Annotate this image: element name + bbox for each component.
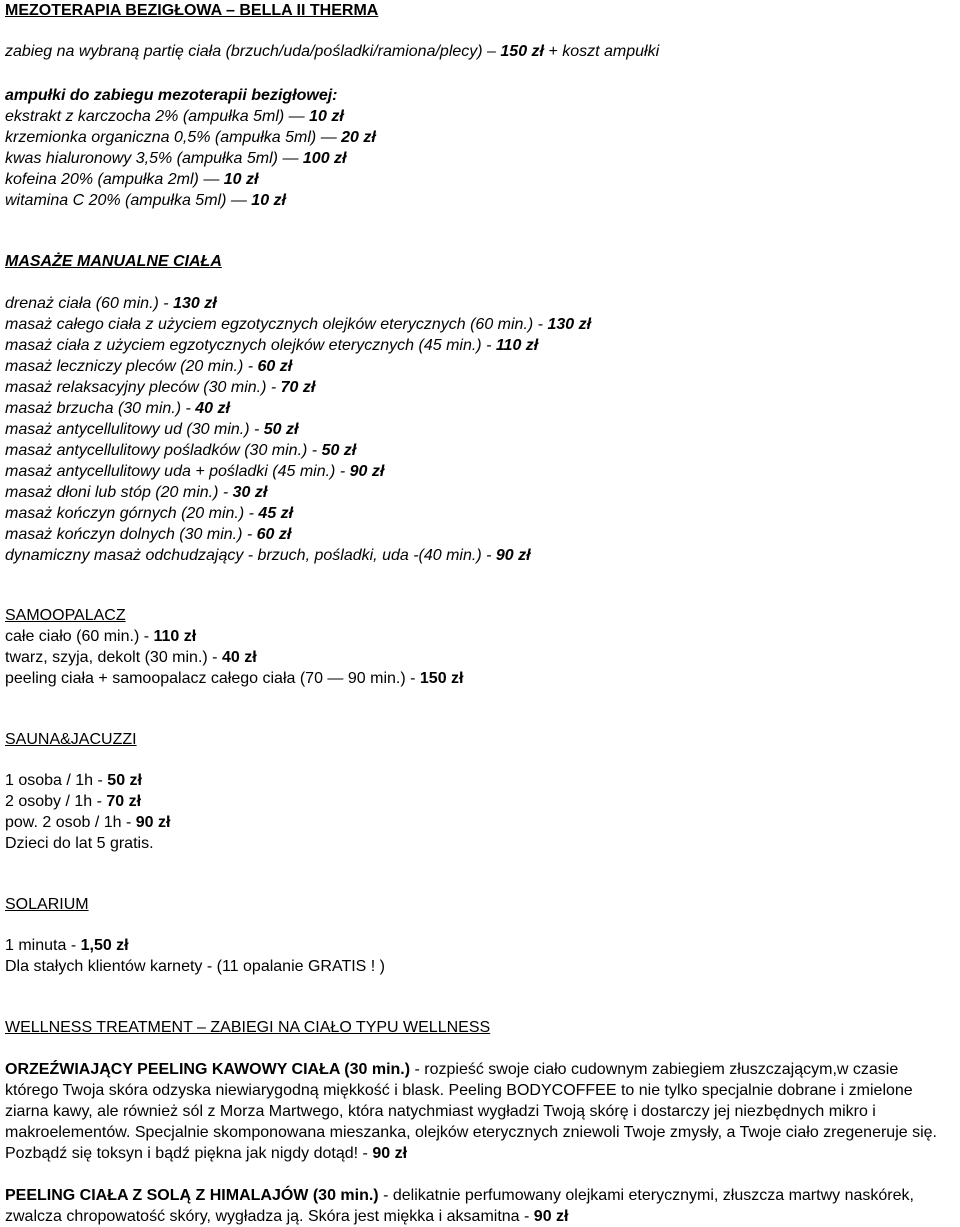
masaz-item	[5, 504, 293, 524]
treatment-name: PEELING CIAŁA Z SOLĄ Z HIMALAJÓW (30 min.)	[5, 1187, 379, 1204]
item-label: masaż kończyn górnych (20 min.) -	[5, 505, 259, 522]
sauna-note: Dzieci do lat 5 gratis.	[5, 835, 154, 852]
item-label: masaż całego ciała z użyciem egzotycznych olejków eterycznych (60 min.) -	[5, 316, 548, 333]
item-price: 150 zł	[419, 670, 464, 687]
masaz-item	[5, 399, 230, 419]
treatment-price: 90 zł	[372, 1145, 408, 1162]
section-title-mezoterapia: MEZOTERAPIA BEZIGŁOWA – BELLA II THERMA	[5, 2, 379, 19]
item-label: całe ciało (60 min.) -	[5, 628, 154, 645]
item-label: peeling ciała + samoopalacz całego ciała (70 — 90 min.) -	[5, 670, 420, 687]
section-title-wellness: WELLNESS TREATMENT – ZABIEGI NA CIAŁO TYPU WELLNESS	[5, 1019, 491, 1036]
item-price: 60 zł	[257, 358, 293, 375]
sauna-item	[5, 813, 170, 833]
item-price: 50 zł	[107, 772, 142, 789]
item-label: pow. 2 osob / 1h -	[5, 814, 136, 831]
samoopalacz-item	[5, 669, 463, 689]
item-price: 70 zł	[280, 379, 316, 396]
solarium-note: Dla stałych klientów karnety - (11 opalanie GRATIS ! )	[5, 958, 385, 975]
item-label: masaż antycellulitowy ud (30 min.) -	[5, 421, 264, 438]
item-label: 1 minuta -	[5, 937, 81, 954]
item-label: witamina C 20% (ampułka 5ml) —	[5, 192, 252, 209]
item-price: 100 zł	[302, 150, 347, 167]
item-price: 90 zł	[349, 463, 385, 480]
item-label: twarz, szyja, dekolt (30 min.) -	[5, 649, 222, 666]
item-label: masaż leczniczy pleców (20 min.) -	[5, 358, 258, 375]
section-title-masaze: MASAŻE MANUALNE CIAŁA	[5, 253, 222, 270]
wellness-treatment	[5, 1185, 955, 1227]
item-label: masaż antycellulitowy uda + pośladki (45 min.) -	[5, 463, 350, 480]
masaz-item	[5, 525, 291, 545]
item-price: 40 zł	[221, 649, 257, 666]
item-label: kofeina 20% (ampułka 2ml) —	[5, 171, 224, 188]
item-price: 70 zł	[106, 793, 142, 810]
item-price: 150 zł	[500, 43, 544, 60]
ampulki-heading: ampułki do zabiegu mezoterapii bezigłowej:	[5, 87, 338, 104]
item-label: drenaż ciała (60 min.) -	[5, 295, 174, 312]
ampulka-item	[5, 170, 258, 190]
item-price: 110 zł	[495, 337, 539, 354]
item-label: masaż relaksacyjny pleców (30 min.) -	[5, 379, 281, 396]
item-price: 50 zł	[321, 442, 357, 459]
item-price: 30 zł	[232, 484, 268, 501]
item-price: 110 zł	[153, 628, 197, 645]
masaz-item	[5, 441, 356, 461]
masaz-item	[5, 315, 591, 335]
ampulka-item	[5, 128, 376, 148]
treatment-description: - delikatnie perfumowany olejkami eterycznymi, złuszcza martwy naskórek, zwalcza chropowatość skóry, wygładza ją. Skóra jest miękka i aksamitna -	[5, 1187, 914, 1225]
treatment-name: ORZEŹWIAJĄCY PEELING KAWOWY CIAŁA (30 min.)	[5, 1061, 411, 1078]
item-price: 90 zł	[135, 814, 171, 831]
samoopalacz-item	[5, 627, 196, 647]
item-label: masaż antycellulitowy pośladków (30 min.) -	[5, 442, 322, 459]
masaz-item	[5, 336, 538, 356]
item-price: 1,50 zł	[80, 937, 129, 954]
masaz-item	[5, 483, 267, 503]
item-tail: + koszt ampułki	[543, 43, 660, 60]
item-price: 50 zł	[263, 421, 299, 438]
ampulka-item	[5, 107, 344, 127]
masaz-item	[5, 294, 217, 314]
item-label: masaż kończyn dolnych (30 min.) -	[5, 526, 257, 543]
masaz-item	[5, 357, 292, 377]
masaz-item	[5, 462, 384, 482]
item-label: masaż ciała z użyciem egzotycznych olejków eterycznych (45 min.) -	[5, 337, 496, 354]
samoopalacz-item	[5, 648, 257, 668]
item-price: 130 zł	[173, 295, 217, 312]
solarium-item	[5, 936, 129, 956]
ampulka-item	[5, 149, 346, 169]
section-title-sauna: SAUNA&JACUZZI	[5, 731, 137, 748]
treatment-description: - rozpieść swoje ciało cudownym zabiegiem złuszczającym,w czasie którego Twoja skóra odzyska niewiarygodną miękkość i blask. Peeling BODYCOFFEE to nie tylko specjalnie dobrane i zmielone ziarna kawy, ale również sól z Morza Martwego, która natychmiast wygładzi Twoją skórę i dostarczy jej niezbędnych mikro i makroelementów. Specjalnie skomponowana mieszanka, olejków eterycznych zniewoli Twoje zmysły, a Twoje ciało zregeneruje się. Pozbądź się toksyn i bądź piękna jak nigdy dotąd! -	[5, 1061, 937, 1162]
item-price: 130 zł	[547, 316, 592, 333]
item-label: zabieg na wybraną partię ciała (brzuch/uda/pośladki/ramiona/plecy) –	[5, 43, 501, 60]
mezo-zabieg-line	[5, 42, 659, 62]
section-title-solarium: SOLARIUM	[5, 896, 89, 913]
masaz-item	[5, 378, 315, 398]
treatment-price: 90 zł	[533, 1208, 569, 1225]
item-label: 2 osoby / 1h -	[5, 793, 107, 810]
item-price: 45 zł	[258, 505, 294, 522]
masaz-item	[5, 546, 531, 566]
wellness-treatment	[5, 1059, 955, 1164]
item-price: 60 zł	[256, 526, 292, 543]
ampulka-item	[5, 191, 286, 211]
item-price: 10 zł	[309, 108, 344, 125]
item-label: ekstrakt z karczocha 2% (ampułka 5ml) —	[5, 108, 310, 125]
item-label: 1 osoba / 1h -	[5, 772, 108, 789]
sauna-item	[5, 792, 141, 812]
item-price: 90 zł	[495, 547, 531, 564]
section-title-samoopalacz: SAMOOPALACZ	[5, 607, 126, 624]
masaz-item	[5, 420, 298, 440]
item-label: masaż brzucha (30 min.) -	[5, 400, 196, 417]
item-price: 10 zł	[223, 171, 259, 188]
item-label: masaż dłoni lub stóp (20 min.) -	[5, 484, 233, 501]
item-price: 40 zł	[195, 400, 230, 417]
sauna-item	[5, 771, 142, 791]
item-label: krzemionka organiczna 0,5% (ampułka 5ml) —	[5, 129, 342, 146]
item-price: 10 zł	[251, 192, 286, 209]
item-label: dynamiczny masaż odchudzający - brzuch, pośladki, uda -(40 min.) -	[5, 547, 496, 564]
item-price: 20 zł	[341, 129, 376, 146]
item-label: kwas hialuronowy 3,5% (ampułka 5ml) —	[5, 150, 303, 167]
